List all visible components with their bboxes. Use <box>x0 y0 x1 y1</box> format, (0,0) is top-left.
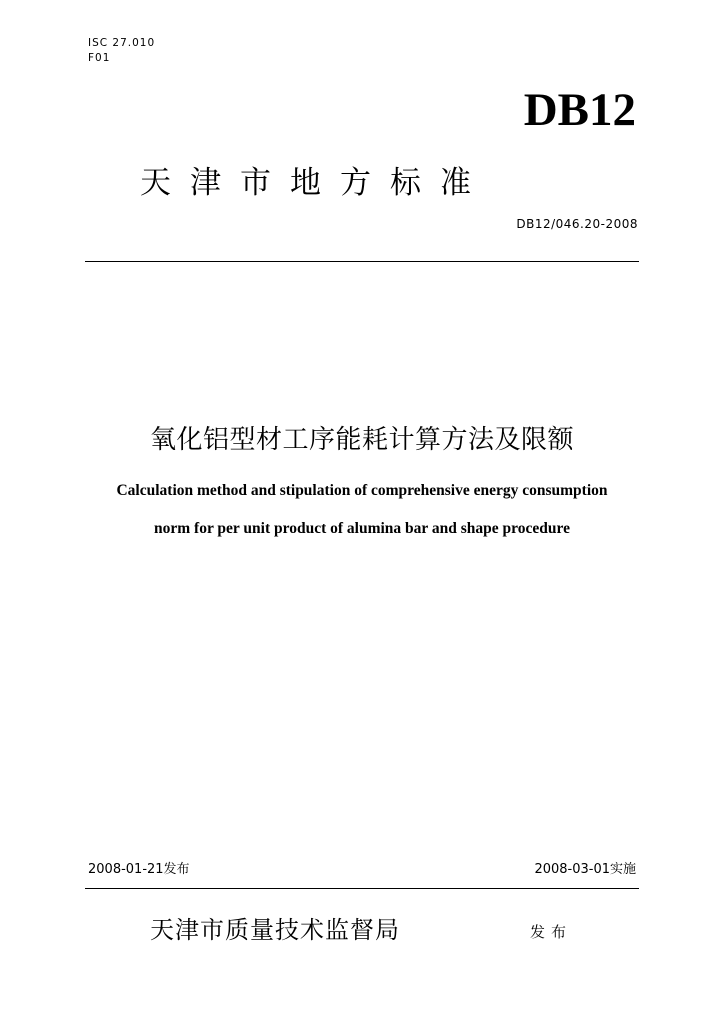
issue-label: 发布 <box>530 923 573 941</box>
document-title-en-line2: norm for per unit product of alumina bar and shape procedure <box>154 520 570 537</box>
top-divider <box>85 261 639 262</box>
standard-number: DB12/046.20-2008 <box>516 217 638 231</box>
issue-date: 2008-01-21发布 <box>88 862 190 877</box>
bottom-divider <box>85 888 639 889</box>
issuing-authority: 天津市质量技术监督局 <box>150 916 400 944</box>
document-title-cn: 氧化铝型材工序能耗计算方法及限额 <box>149 425 574 455</box>
standard-title: 天津市地方标准 <box>140 165 490 201</box>
standard-mark: DB12 <box>523 84 636 136</box>
document-title-en-line1: Calculation method and stipulation of comprehensive energy consumption <box>116 482 608 499</box>
ics-code: ISC 27.010 <box>88 37 156 49</box>
implementation-date: 2008-03-01实施 <box>534 862 636 877</box>
ccs-code: F01 <box>88 52 111 64</box>
